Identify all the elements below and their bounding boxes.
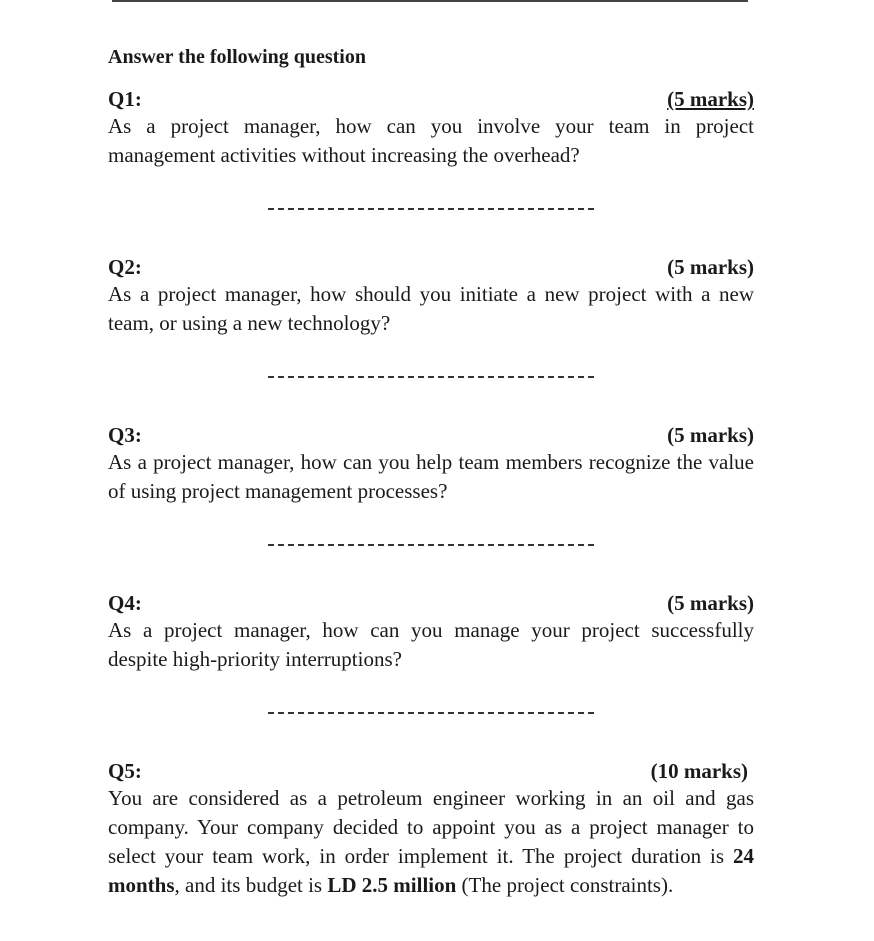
question-number: Q3:: [108, 423, 142, 447]
question-4: [108, 590, 754, 674]
question-number: Q5:: [108, 759, 142, 783]
question-text: As a project manager, how can you manage your project successfully despite high-priority interruptions?: [108, 618, 754, 671]
question-header: [108, 86, 754, 112]
answer-line: [268, 544, 594, 546]
question-text: As a project manager, how should you initiate a new project with a new team, or using a new technology?: [108, 282, 754, 335]
question-3: [108, 422, 754, 506]
question-text-part: , and its budget is: [174, 873, 328, 897]
instruction-heading: Answer the following question: [108, 46, 366, 68]
question-header: [108, 254, 754, 280]
question-number: Q2:: [108, 255, 142, 279]
top-rule: [112, 0, 748, 2]
question-marks: (5 marks): [667, 591, 754, 615]
question-text-part: (The project constraints).: [456, 873, 674, 897]
question-sheet: [108, 44, 754, 900]
question-marks: (5 marks): [667, 87, 754, 111]
project-budget: LD 2.5 million: [327, 873, 457, 897]
question-header: [108, 758, 754, 784]
question-marks: (5 marks): [667, 423, 754, 447]
question-marks: (10 marks): [650, 759, 748, 783]
answer-line: [268, 208, 594, 210]
question-text-part: You are considered as a petroleum engineer working in an oil and gas company. Your company decided to appoint you as a project manager to select your team work, in order implement it. The project duration is: [108, 786, 754, 868]
question-header: [108, 422, 754, 448]
question-number: Q4:: [108, 591, 142, 615]
question-text: As a project manager, how can you help team members recognize the value of using project management processes?: [108, 450, 754, 503]
question-text: As a project manager, how can you involve your team in project management activities without increasing the overhead?: [108, 114, 754, 167]
answer-line: [268, 712, 594, 714]
project-duration: 24 months: [108, 844, 754, 897]
question-2: [108, 254, 754, 338]
question-number: Q1:: [108, 87, 142, 111]
question-text: [108, 784, 754, 900]
question-header: [108, 590, 754, 616]
question-1: [108, 86, 754, 170]
answer-line: [268, 376, 594, 378]
question-5: [108, 758, 754, 900]
question-marks: (5 marks): [667, 255, 754, 279]
